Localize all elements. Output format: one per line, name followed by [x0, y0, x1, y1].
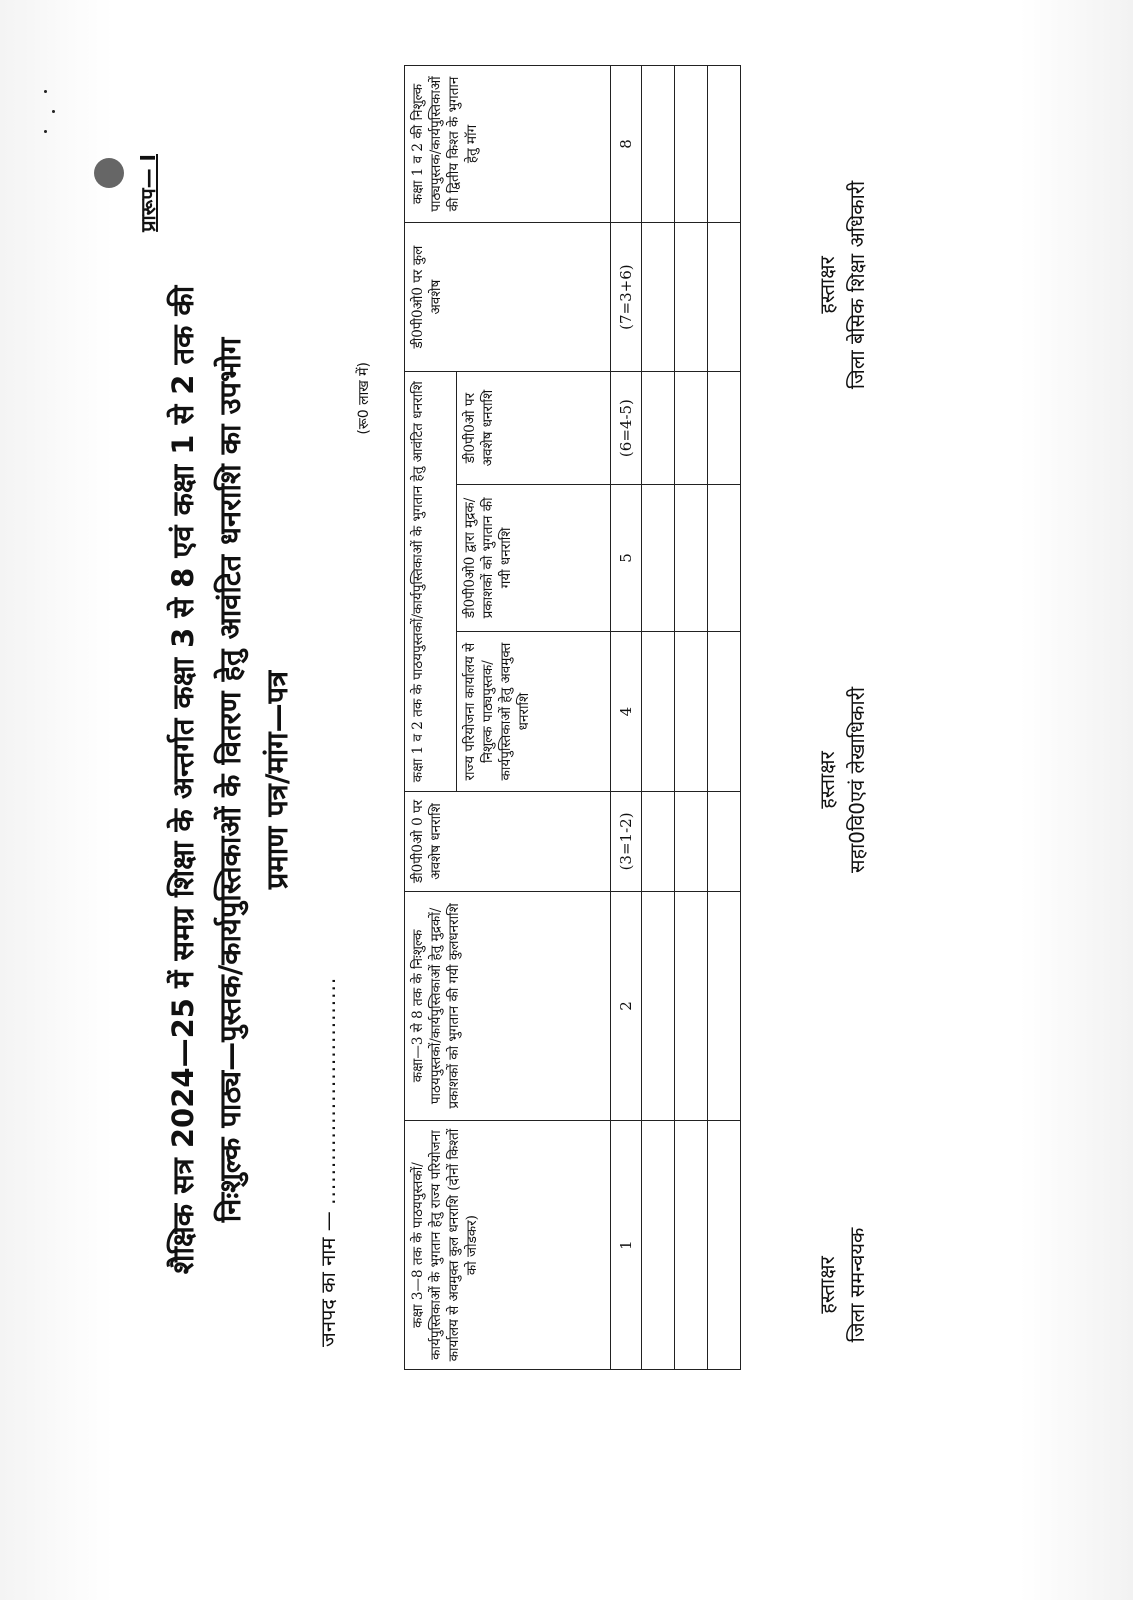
- column-number: (6=4-5): [611, 372, 642, 485]
- blank-cell: [708, 372, 741, 485]
- blank-cell: [675, 792, 708, 892]
- allocation-table: [404, 65, 741, 1370]
- signature-block-accounts-officer: [812, 640, 872, 920]
- blank-cell: [708, 484, 741, 631]
- header-col-7: डी0पी0ओ0 पर कुल अवशेष: [405, 222, 611, 371]
- blank-cell: [708, 632, 741, 792]
- blank-cell: [675, 891, 708, 1120]
- header-col-8: कक्षा 1 व 2 की निशुल्क पाठ्यपुस्तक/कार्यपुस्तिकाओं की द्वितीय किश्त के भुगतान हेतु मॉग: [405, 66, 611, 223]
- signature-role: सहा0वि0एवं लेखाधिकारी: [845, 686, 869, 874]
- signature-label: हस्ताक्षर: [815, 1256, 839, 1314]
- blank-cell: [642, 222, 675, 371]
- signature-label: हस्ताक्षर: [815, 751, 839, 809]
- title-line-1: शैक्षिक सत्र 2024—25 में समग्र शिक्षा के अन्तर्गत कक्षा 3 से 8 एवं कक्षा 1 से 2 तक की: [166, 285, 200, 1275]
- signature-role: जिला समन्वयक: [845, 1227, 869, 1343]
- blank-data-row: [642, 66, 675, 1370]
- district-name-field: [314, 977, 341, 1347]
- document-title: [160, 180, 301, 1380]
- blank-cell: [675, 484, 708, 631]
- header-col-2: कक्षा—3 से 8 तक के निःशुल्क पाठयपुस्तकों/कार्यपुस्तिकाओं हेतु मुद्रकों/प्रकाशकों को भुगतान की गयी कुलधनराशि: [405, 891, 611, 1120]
- header-row: [405, 66, 457, 1370]
- column-number: 1: [611, 1121, 642, 1370]
- blank-cell: [708, 222, 741, 371]
- column-number: (7=3+6): [611, 222, 642, 371]
- blank-data-row: [708, 66, 741, 1370]
- blank-cell: [708, 66, 741, 223]
- signature-label: हस्ताक्षर: [815, 256, 839, 314]
- blank-cell: [675, 1121, 708, 1370]
- header-col-3: डी0पी0ओ 0 पर अवशेष धनराशि: [405, 792, 611, 892]
- form-id: प्रारूप— I: [136, 154, 160, 232]
- column-number: 5: [611, 484, 642, 631]
- blank-cell: [642, 66, 675, 223]
- signature-block-district-education-officer: [812, 145, 872, 425]
- blank-cell: [675, 222, 708, 371]
- blank-cell: [642, 632, 675, 792]
- column-number: (3=1-2): [611, 792, 642, 892]
- column-number: 8: [611, 66, 642, 223]
- blank-cell: [708, 792, 741, 892]
- column-number: 4: [611, 632, 642, 792]
- blank-data-row: [675, 66, 708, 1370]
- header-col-5: डी0पी0ओ0 द्वारा मुद्रक/प्रकाशकों को भुगतान की गयी धनराशि: [456, 484, 611, 631]
- title-line-3: प्रमाण पत्र/मांग—पत्र: [260, 670, 294, 890]
- signature-role: जिला बेसिक शिक्षा अधिकारी: [845, 180, 869, 390]
- blank-cell: [675, 372, 708, 485]
- district-blank-line: ...............................: [316, 976, 340, 1205]
- header-group-class-1-2: कक्षा 1 व 2 तक के पाठयपुस्तकों/कार्यपुस्तिकाओं के भुगतान हेतु आवंटित धनराशि: [405, 372, 457, 792]
- blank-cell: [642, 484, 675, 631]
- blank-cell: [708, 1121, 741, 1370]
- blank-cell: [675, 632, 708, 792]
- district-label: जनपद का नाम —: [316, 1211, 340, 1347]
- blank-cell: [642, 792, 675, 892]
- header-col-1: कक्षा 3—8 तक के पाठयपुस्तकों/कार्यपुस्तिकाओं के भुगतान हेतु राज्य परियोजना कार्यालय से अवमुक्त कुल धनराशि (दोनों किश्तों को जोडकर): [405, 1121, 611, 1370]
- column-number: 2: [611, 891, 642, 1120]
- header-col-6: डी0पी0ओ पर अवशेष धनराशि: [456, 372, 611, 485]
- header-col-4: राज्य परियोजना कार्यालय से निशुल्क पाठ्यपुस्तक/कार्यपुस्तिकाओं हेतु अवमुक्त धनराशि: [456, 632, 611, 792]
- column-number-row: [611, 66, 642, 1370]
- unit-note: (रू0 लाख में): [356, 362, 372, 435]
- blank-cell: [675, 66, 708, 223]
- signature-block-district-coordinator: [812, 1195, 872, 1375]
- blank-cell: [642, 891, 675, 1120]
- blank-cell: [708, 891, 741, 1120]
- blank-cell: [642, 372, 675, 485]
- title-line-2: निःशुल्क पाठ्य—पुस्तक/कार्यपुस्तिकाओं के वितरण हेतु आवंटित धनराशि का उपभोग: [213, 337, 247, 1223]
- blank-cell: [642, 1121, 675, 1370]
